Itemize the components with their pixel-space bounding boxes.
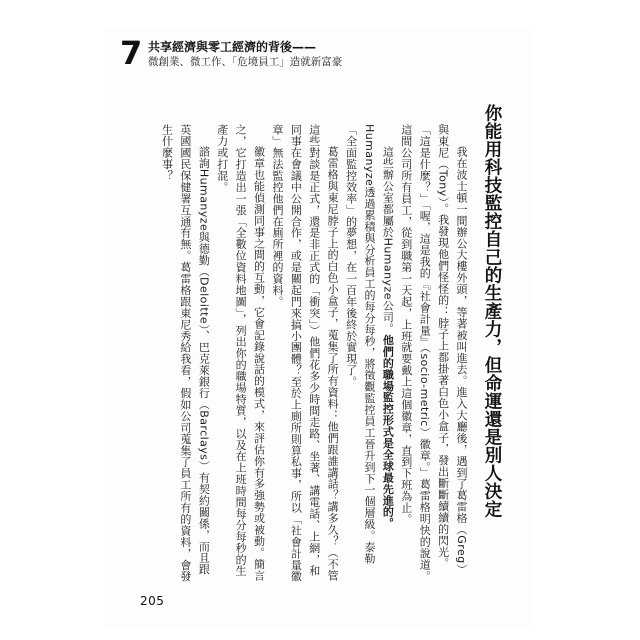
paragraph-2-end: Humanyze透過累積與分析員工的每分每秒，將徵觀監控員工晉升到下一個層級。泰勒「全面監控效率」的夢想，在一百年後終於實現了。 [344,124,376,565]
body-text [140,124,470,584]
paragraph-4: 徽章也能偵測同事之間的互動，它會記錄說話的模式，來評估你有多強勢或被動。簡言之，它打造出一張「全數位資料地圖」，列出你的職場特質，以及在上班時間每分每秒的生產力或打混。 [215,124,266,582]
chapter-subtitle: 微創業、微工作、「危境員工」造就新富豪 [148,56,343,68]
page-number: 205 [140,594,165,608]
section-heading: 你能用科技監控自己的生產力，但命運還是別人決定 [482,104,502,518]
paragraph-2-emphasis: 他們的職場監控形式是全球最先進的。 [381,334,395,529]
paragraph-2-start: 這些辦公室都屬於Humanyze公司。 [381,146,395,335]
paragraph-2 [341,124,396,584]
paragraph-3: 葛雷格與東尼脖子上的白色小盒子，蒐集了所有資料：他們跟誰講話？講多久？（不管這些對談是正式，還是非正式的「衝突」）他們花多少時間走路、坐著、講電話、上網，和同事在會議中公開合作，或是關起門來搞小團體？至於上廁所則算私事，所以「社會計量徽章」無法監控他們在廁所裡的資料。 [270,124,340,582]
paragraph-1: 我在波士頓一間辦公大樓外頭，等著被叫進去。進入大廳後，遇到了葛雷格（Greg）與東尼（Tony）。我發現他們怪怪的：脖子上都掛著白色小盒子，發出斷斷續續的閃光。「這是什麼？」「喔，這是我的『社會計量』（socio-metric）徽章。」葛雷格明快的說道。這間公司所有員工，從到職第一天起，上班就要戴上這個徽章，直到下班為止。 [399,124,468,582]
chapter-title: 共享經濟與零工經濟的背後—— [148,40,317,54]
chapter-number: 7 [120,34,143,72]
paragraph-5: 諮詢Humanyze與德勤（Deloitte）、巴克萊銀行（Barclays）有契約關係，而且跟英國國民保健署互通有無。葛雷格跟東尼秀給我看，假如公司蒐集了員工所有的資料，會發生什麼事？ [160,124,211,582]
